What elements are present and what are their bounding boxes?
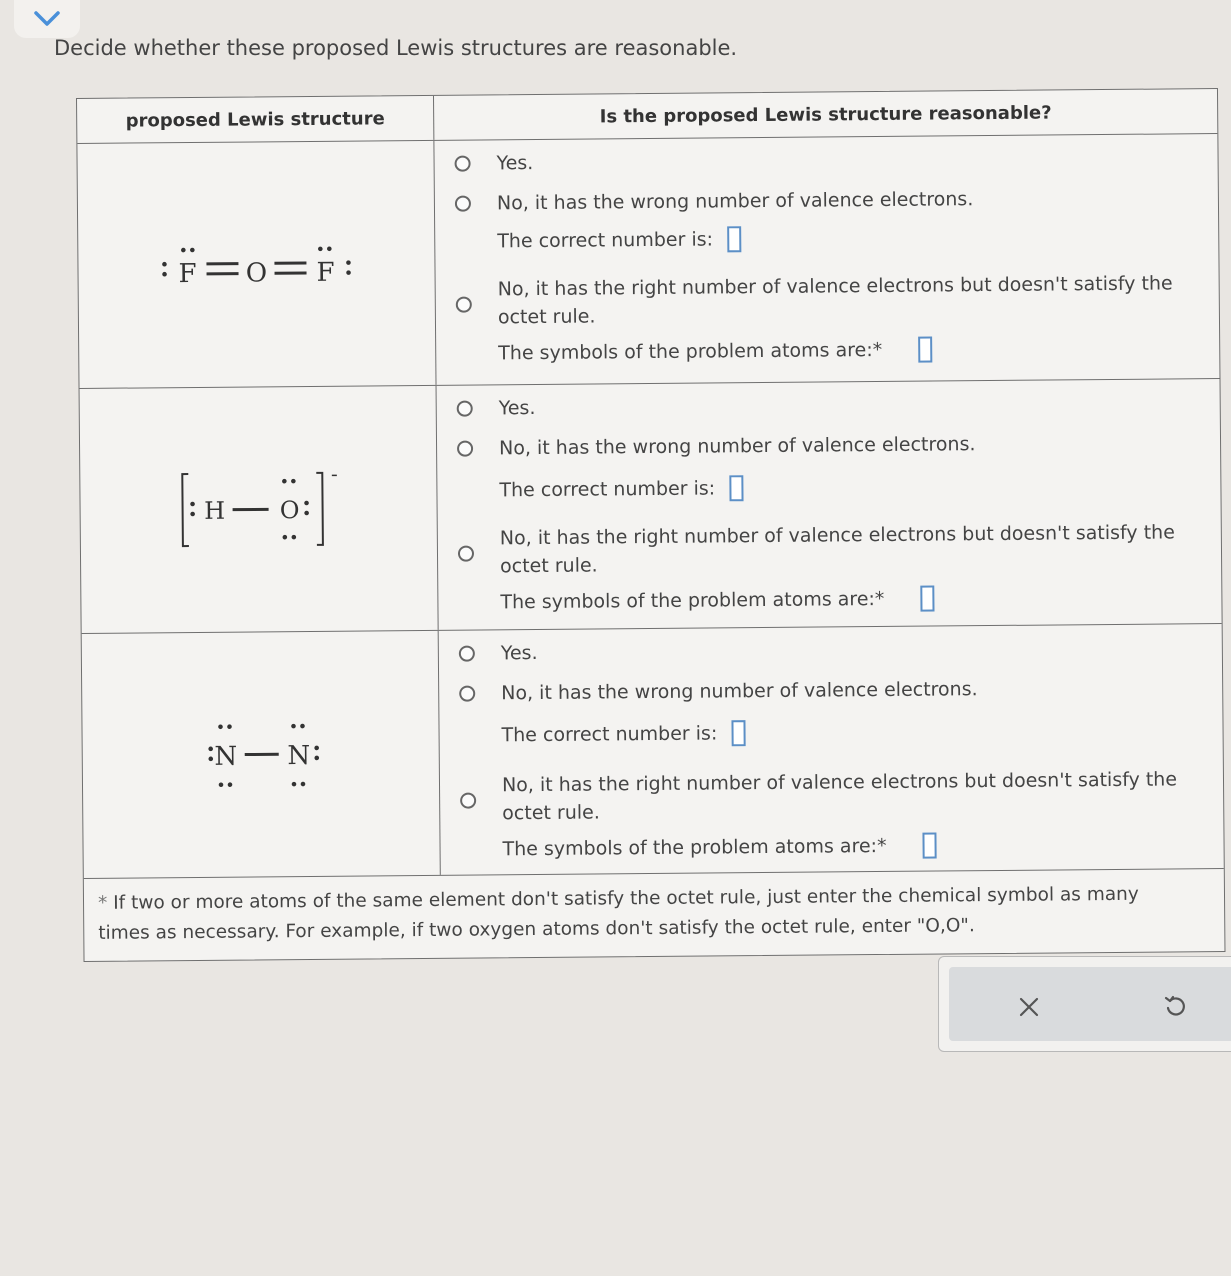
charge-sign: -: [330, 461, 338, 486]
footnote-line: times as necessary. For example, if two oxygen atoms don't satisfy the octet rule, enter "O,O".: [98, 915, 975, 944]
table-row: [80, 379, 1222, 634]
footnote-marker: *: [97, 892, 108, 914]
option-octet[interactable]: [460, 768, 1178, 825]
table-row: [77, 134, 1219, 389]
table-row: [82, 624, 1224, 879]
option-label: No, it has the wrong number of valence electrons.: [501, 678, 978, 705]
radio-wrong-count[interactable]: [457, 441, 473, 457]
option-label: No, it has the right number of valence electrons but doesn't satisfy the: [497, 272, 1173, 301]
option-octet[interactable]: [456, 272, 1173, 329]
correct-number-row: [497, 226, 741, 254]
problem-atoms-input[interactable]: [918, 337, 932, 363]
atom-symbol: H: [204, 496, 226, 525]
radio-wrong-count[interactable]: [459, 686, 475, 702]
option-wrong-count[interactable]: [455, 188, 974, 215]
option-wrong-count[interactable]: [459, 678, 978, 705]
radio-wrong-count[interactable]: [455, 196, 471, 212]
option-label: octet rule.: [502, 801, 600, 825]
correct-number-input[interactable]: [731, 720, 745, 746]
column-header-structure: proposed Lewis structure: [77, 96, 434, 143]
radio-yes[interactable]: [459, 646, 475, 662]
atom-symbol: N: [287, 740, 311, 772]
undo-icon: [1162, 994, 1188, 1020]
correct-number-row: [499, 475, 743, 503]
option-label: octet rule.: [500, 554, 598, 578]
close-icon: [1018, 996, 1040, 1018]
problem-atoms-label: The symbols of the problem atoms are:*: [502, 834, 887, 861]
option-label: No, it has the wrong number of valence electrons.: [498, 433, 976, 460]
answer-cell: [439, 624, 1224, 875]
radio-octet[interactable]: [460, 793, 476, 809]
radio-octet[interactable]: [458, 546, 474, 562]
atom-symbol: F: [178, 258, 197, 290]
atom-symbol: F: [316, 257, 335, 288]
option-yes[interactable]: [459, 641, 538, 665]
atom-symbol: N: [214, 741, 238, 772]
clear-button[interactable]: [1009, 987, 1049, 1027]
lewis-structure-fof: [136, 218, 377, 310]
footnote: [84, 869, 1225, 961]
correct-number-row: [501, 720, 745, 748]
chevron-down-icon: [33, 10, 61, 28]
problem-atoms-input[interactable]: [920, 586, 934, 612]
option-label: Yes.: [498, 397, 536, 420]
atom-symbol: O: [245, 258, 268, 289]
correct-number-label: The correct number is:: [501, 722, 718, 747]
option-label: octet rule.: [497, 305, 596, 329]
answer-cell: [437, 379, 1222, 630]
action-panel: [938, 956, 1231, 1052]
problem-atoms-input[interactable]: [922, 833, 936, 859]
radio-yes[interactable]: [455, 156, 471, 172]
collapse-button[interactable]: [14, 0, 80, 38]
lewis-structure-cell: [77, 141, 436, 388]
option-yes[interactable]: [457, 397, 536, 420]
option-label: No, it has the right number of valence electrons but doesn't satisfy the: [499, 521, 1175, 550]
atom-symbol: O: [279, 496, 300, 525]
option-wrong-count[interactable]: [457, 433, 976, 460]
correct-number-label: The correct number is:: [497, 228, 714, 253]
problem-atoms-row: [498, 337, 932, 367]
lewis-structure-n2: [160, 704, 361, 806]
undo-button[interactable]: [1155, 987, 1195, 1027]
question-prompt: Decide whether these proposed Lewis structures are reasonable.: [54, 36, 738, 60]
option-yes[interactable]: [454, 152, 534, 175]
radio-yes[interactable]: [457, 401, 473, 417]
problem-atoms-row: [502, 833, 936, 863]
problem-atoms-label: The symbols of the problem atoms are:*: [498, 338, 883, 365]
column-header-reasonable: Is the proposed Lewis structure reasonable?: [599, 101, 1052, 127]
lewis-structure-cell: [80, 386, 439, 633]
lewis-structure-hydroxide: [158, 459, 359, 561]
answer-cell: [434, 134, 1219, 385]
option-label: Yes.: [500, 641, 538, 665]
option-label: No, it has the wrong number of valence electrons.: [496, 188, 974, 215]
correct-number-input[interactable]: [729, 475, 743, 501]
correct-number-input[interactable]: [727, 226, 741, 252]
lewis-structure-cell: [82, 631, 441, 878]
option-label: No, it has the right number of valence electrons but doesn't satisfy the: [501, 768, 1178, 797]
radio-octet[interactable]: [456, 297, 472, 313]
option-label: Yes.: [496, 152, 534, 175]
lewis-structure-table: [76, 88, 1225, 962]
action-bar: [949, 967, 1231, 1041]
problem-atoms-label: The symbols of the problem atoms are:*: [500, 587, 885, 614]
footnote-text: If two or more atoms of the same element don't satisfy the octet rule, just enter the chemical symbol as many: [113, 883, 1139, 914]
option-octet[interactable]: [458, 521, 1175, 578]
correct-number-label: The correct number is:: [499, 477, 716, 502]
problem-atoms-row: [500, 586, 934, 616]
